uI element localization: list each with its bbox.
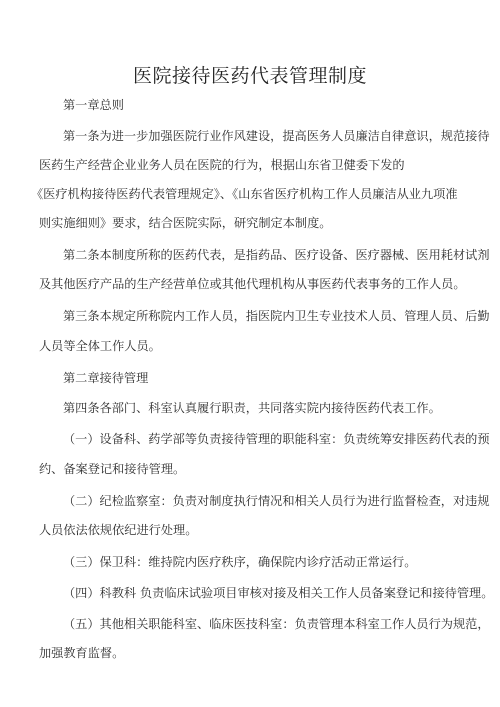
article-2-line-2: 及其他医疗产品的生产经营单位或其他代理机构从事医药代表事务的工作人员。: [39, 277, 466, 291]
item-1-line-1: （一）设备科、药学部等负责接待管理的职能科室：负责统筹安排医药代表的预: [63, 432, 490, 446]
item-1-line-2: 约、备案登记和接待管理。: [39, 462, 186, 476]
article-1-line-4: 则实施细则》要求，结合医院实际，研究制定本制度。: [39, 216, 332, 230]
document-title: 医院接待医药代表管理制度: [132, 65, 367, 87]
chapter-heading-1: 第一章总则: [63, 98, 124, 112]
article-1-line-3: 《医疗机构接待医药代表管理规定》、《山东省医疗机构工作人员廉洁从业九项准: [31, 187, 458, 201]
article-2-line-1: 第二条本制度所称的医药代表，是指药品、医疗设备、医疗器械、医用耗材试剂: [63, 248, 490, 262]
item-2-line-2: 人员依法依规依纪进行处理。: [39, 523, 198, 537]
article-3-line-1: 第三条本规定所称院内工作人员，指医院内卫生专业技术人员、管理人员、后勤: [63, 309, 490, 323]
article-4-line-1: 第四条各部门、科室认真履行职责，共同落实院内接待医药代表工作。: [63, 401, 441, 415]
item-5-line-1: （五）其他相关职能科室、临床医技科室：负责管理本科室工作人员行为规范，: [63, 617, 490, 631]
item-5-line-2: 加强教育监督。: [39, 646, 125, 660]
item-4-line-1: （四）科教科 负责临床试验项目审核对接及相关工作人员备案登记和接待管理。: [63, 586, 494, 600]
item-3-line-1: （三）保卫科：维持院内医疗秩序，确保院内诊疗活动正常运行。: [63, 555, 417, 569]
chapter-heading-2: 第二章接待管理: [63, 371, 149, 385]
item-2-line-1: （二）纪检监察室：负责对制度执行情况和相关人员行为进行监督检查，对违规: [63, 494, 490, 508]
article-1-line-1: 第一条为进一步加强医院行业作风建设，提高医务人员廉洁自律意识，规范接待: [63, 129, 490, 143]
article-1-line-2: 医药生产经营企业业务人员在医院的行为，根据山东省卫健委下发的: [39, 158, 405, 172]
article-3-line-2: 人员等全体工作人员。: [39, 339, 161, 353]
